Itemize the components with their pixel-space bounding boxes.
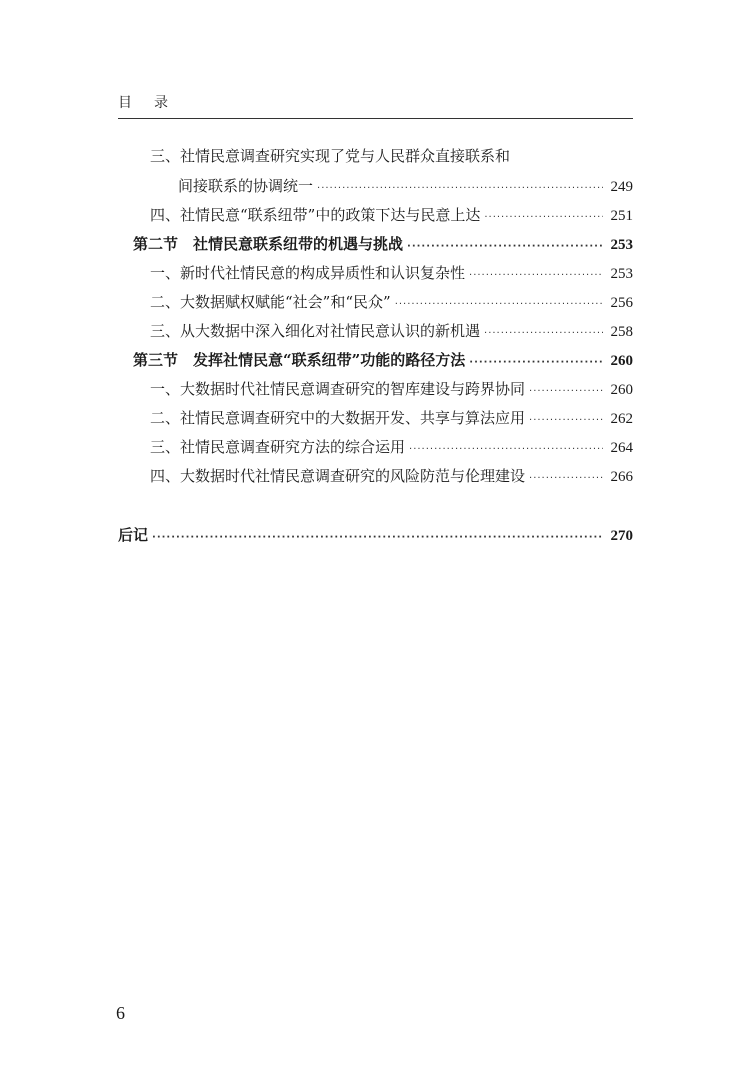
entry-title: 间接联系的协调统一 <box>178 177 314 195</box>
section-title: 第三节 发挥社情民意“联系纽带”功能的路径方法 <box>133 351 466 369</box>
page-number: 258 <box>610 324 633 340</box>
dot-leader <box>152 525 603 551</box>
entry-title: 四、大数据时代社情民意调查研究的风险防范与伦理建设 <box>150 467 526 485</box>
entry-title: 三、从大数据中深入细化对社情民意认识的新机遇 <box>150 322 481 340</box>
toc-entry[interactable] <box>150 376 633 402</box>
toc-entry[interactable] <box>150 289 633 315</box>
dot-leader <box>407 234 603 260</box>
toc-entry[interactable] <box>150 434 633 460</box>
page-number: 251 <box>610 208 633 224</box>
toc-section[interactable] <box>133 347 633 373</box>
dot-leader <box>469 263 603 289</box>
toc-entry[interactable] <box>150 463 633 489</box>
entry-title: 一、大数据时代社情民意调查研究的智库建设与跨界协同 <box>150 380 526 398</box>
toc-entry[interactable] <box>150 260 633 286</box>
page-number: 262 <box>610 411 633 427</box>
dot-leader <box>529 379 603 405</box>
page-number: 253 <box>610 266 633 282</box>
entry-title: 二、社情民意调查研究中的大数据开发、共享与算法应用 <box>150 409 526 427</box>
page-number: 260 <box>610 382 633 398</box>
toc-entry[interactable] <box>150 405 633 431</box>
dot-leader <box>395 292 603 318</box>
toc-entry-line: 三、社情民意调查研究实现了党与人民群众直接联系和 <box>150 147 511 165</box>
toc-section[interactable] <box>133 231 633 257</box>
dot-leader <box>529 408 603 434</box>
dot-leader <box>469 350 603 376</box>
toc-entry[interactable] <box>178 173 633 199</box>
page-number: 253 <box>610 237 633 253</box>
page-number: 256 <box>610 295 633 311</box>
section-title: 第二节 社情民意联系纽带的机遇与挑战 <box>133 235 404 253</box>
header-rule <box>118 118 633 119</box>
entry-title: 一、新时代社情民意的构成异质性和认识复杂性 <box>150 264 466 282</box>
toc-entry[interactable] <box>150 318 633 344</box>
toc-afterword[interactable] <box>118 522 633 548</box>
dot-leader <box>529 466 603 492</box>
entry-title: 三、社情民意调查研究方法的综合运用 <box>150 438 406 456</box>
dot-leader <box>484 321 603 347</box>
page-folio: 6 <box>116 1003 125 1023</box>
page-number: 249 <box>610 179 633 195</box>
toc-entry[interactable] <box>150 202 633 228</box>
page-number: 270 <box>610 528 633 544</box>
dot-leader <box>317 176 603 202</box>
page-number: 264 <box>610 440 633 456</box>
dot-leader <box>484 205 603 231</box>
running-header: 目录 <box>118 95 190 111</box>
entry-title: 四、社情民意“联系纽带”中的政策下达与民意上达 <box>150 206 481 224</box>
page-number: 260 <box>610 353 633 369</box>
afterword-title: 后记 <box>118 526 149 544</box>
page-number: 266 <box>610 469 633 485</box>
dot-leader <box>409 437 603 463</box>
entry-title: 二、大数据赋权赋能“社会”和“民众” <box>150 293 391 311</box>
